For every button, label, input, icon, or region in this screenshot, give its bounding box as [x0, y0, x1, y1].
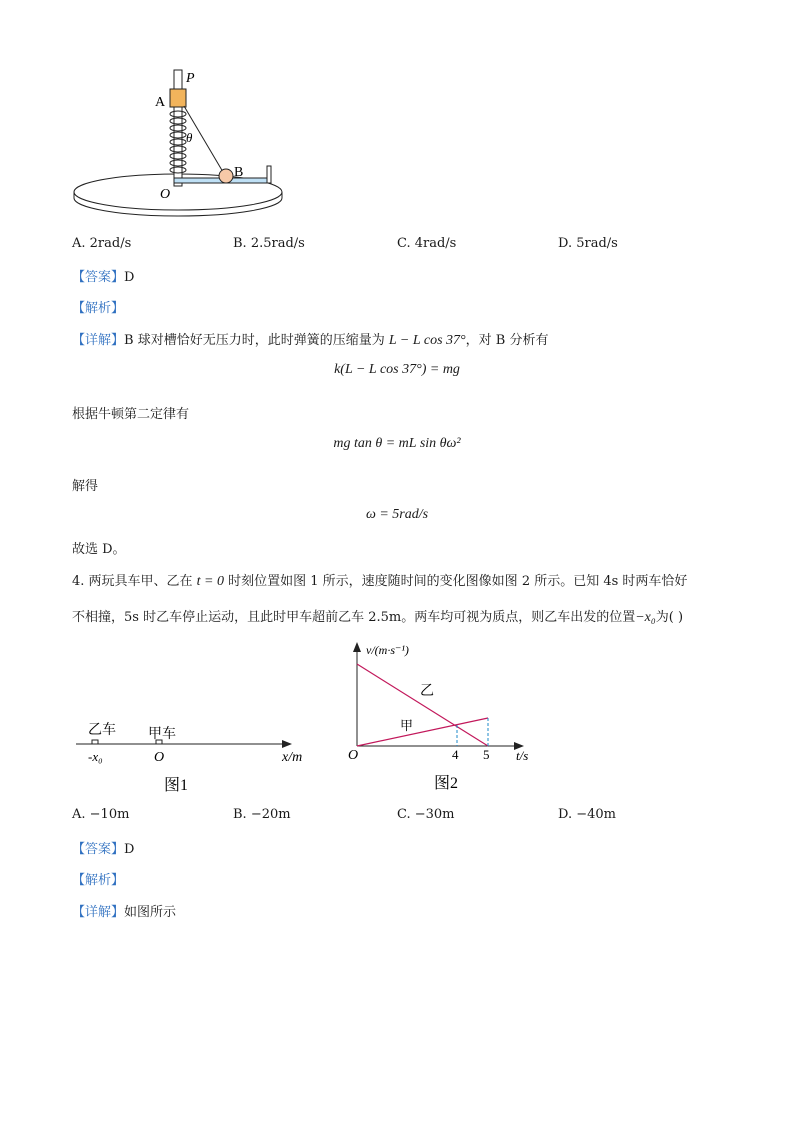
x-axis-label: t/s	[516, 748, 529, 763]
figure1-caption: 图1	[164, 777, 189, 794]
q4-line1-a: 4. 两玩具车甲、乙在	[72, 574, 197, 589]
figure-1	[70, 716, 320, 796]
series-jia-label: 甲	[400, 718, 414, 733]
q4-option-b: B. −20m	[233, 807, 291, 822]
detail-text: 如图所示	[124, 905, 177, 920]
answer-tag: 【答案】	[72, 842, 125, 857]
tick-5: 5	[483, 747, 490, 762]
q3-line-3: 解得	[72, 479, 99, 494]
axis-label-x: x/m	[282, 750, 303, 765]
q4-line2-x: −x₀	[635, 610, 656, 625]
q3-conclusion: 故选 D。	[72, 542, 126, 557]
figure-2	[340, 636, 540, 796]
pos-O-label: O	[154, 750, 165, 765]
label-O: O	[160, 187, 171, 202]
detail-tag: 【详解】	[72, 905, 125, 920]
q4-option-c: C. −30m	[397, 807, 455, 822]
detail-text1: B 球对槽恰好无压力时，此时弹簧的压缩量为	[124, 333, 389, 348]
detail-expr1: L − L cos 37°	[388, 333, 466, 348]
q4-line1-b: 时刻位置如图 1 所示，速度随时间的变化图像如图 2 所示。已知 4s 时两车恰好	[224, 574, 688, 589]
q4-option-a: A. −10m	[72, 807, 130, 822]
answer-value: D	[124, 270, 135, 285]
q4-stem-line1	[72, 570, 687, 590]
q3-option-a: A. 2rad/s	[72, 236, 132, 251]
pos-yi-label: -x₀	[88, 749, 103, 764]
tick-4: 4	[452, 747, 459, 762]
q3-equation-1: k(L − L cos 37°) = mg	[334, 362, 460, 377]
q3-option-c: C. 4rad/s	[397, 236, 457, 251]
q4-analysis-tag: 【解析】	[72, 873, 125, 888]
y-axis-label: v/(m·s⁻¹)	[366, 643, 409, 657]
q4-line2-b: 为( )	[655, 610, 684, 625]
q3-equation-3: ω = 5rad/s	[365, 507, 429, 522]
detail-text2: ，对 B 分析有	[465, 333, 549, 348]
q3-answer	[72, 266, 134, 285]
label-theta: θ	[186, 130, 193, 145]
q4-option-d: D. −40m	[558, 807, 616, 822]
q4-detail	[72, 901, 176, 920]
q3-detail-line	[72, 329, 548, 349]
q3-option-d: D. 5rad/s	[558, 236, 618, 251]
figure2-caption: 图2	[434, 775, 459, 792]
label-A: A	[155, 95, 166, 110]
q4-answer	[72, 838, 134, 857]
label-P: P	[186, 71, 195, 86]
detail-tag: 【详解】	[72, 333, 125, 348]
label-B: B	[234, 165, 244, 180]
car-jia-label: 甲车	[148, 727, 176, 742]
q3-line-2: 根据牛顿第二定律有	[72, 407, 190, 422]
q3-figure	[60, 62, 300, 222]
q3-analysis-tag: 【解析】	[72, 301, 125, 316]
q3-option-b: B. 2.5rad/s	[233, 236, 305, 251]
q4-line1-t: t = 0	[196, 574, 225, 589]
line-jia	[357, 718, 488, 746]
origin-label: O	[348, 748, 359, 763]
answer-value: D	[124, 842, 135, 857]
q3-equation-2: mg tan θ = mL sin θω²	[333, 436, 461, 451]
line-yi	[357, 664, 488, 746]
q4-line2-a: 不相撞，5s 时乙车停止运动，且此时甲车超前乙车 2.5m。两车均可视为质点，则乙车出发的位置	[72, 610, 636, 625]
q4-stem-line2	[72, 606, 683, 626]
car-yi-label: 乙车	[88, 723, 116, 738]
series-yi-label: 乙	[420, 684, 434, 699]
answer-tag: 【答案】	[72, 270, 125, 285]
